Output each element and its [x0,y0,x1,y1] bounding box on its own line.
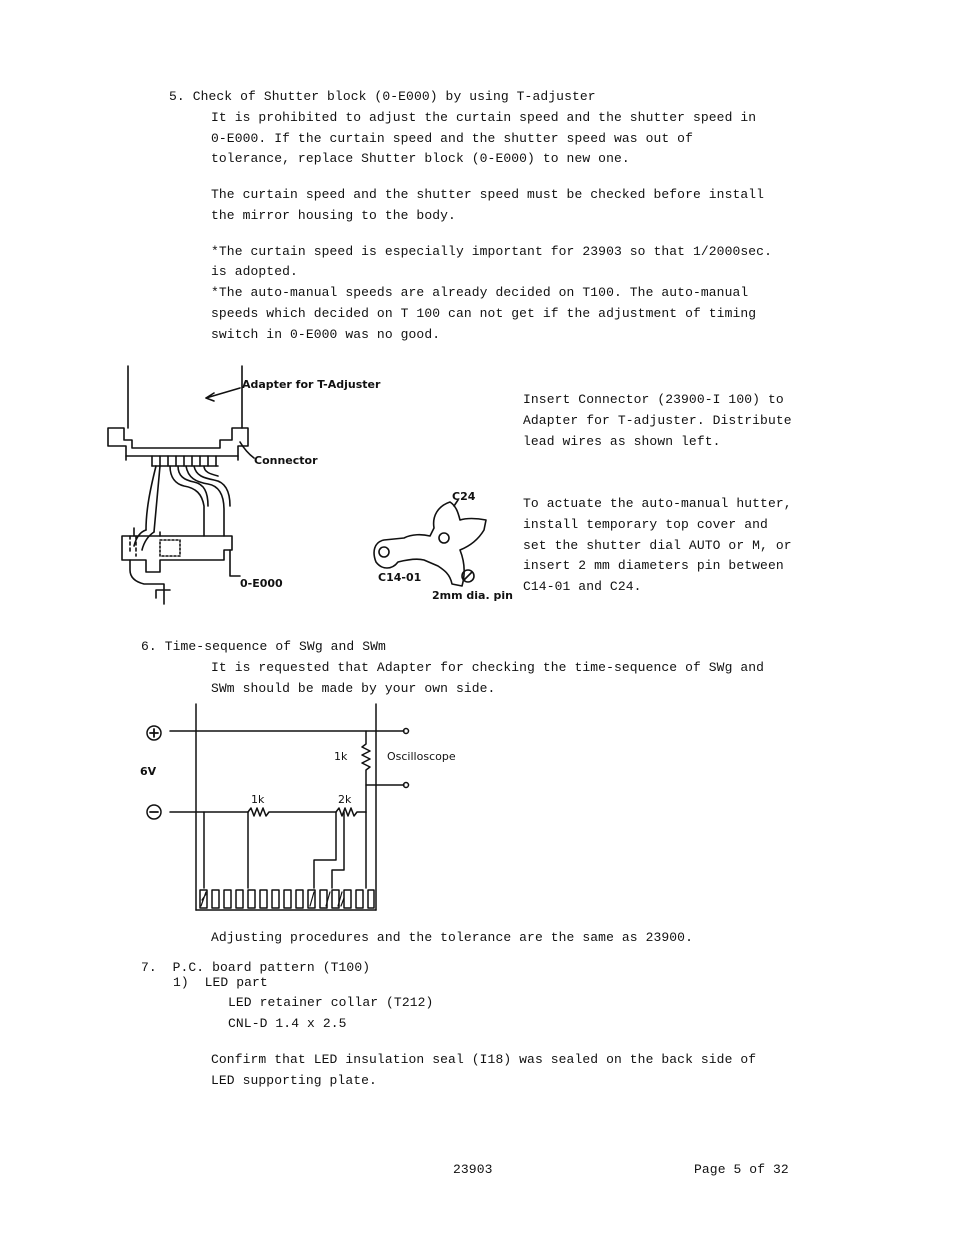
section5-para2-line2: the mirror housing to the body. [211,208,456,223]
section7-item2: CNL-D 1.4 x 2.5 [228,1016,347,1031]
note1-line2: Adapter for T-adjuster. Distribute [523,413,792,428]
note2-line5: C14-01 and C24. [523,579,642,594]
adapter-connector-figure [100,360,260,620]
note1-line3: lead wires as shown left. [523,434,721,449]
section5-para3-line1: *The curtain speed is especially important for 23903 so that 1/2000sec. [211,244,772,259]
c24-label: C24 [452,490,476,503]
section5-para1-line3: tolerance, replace Shutter block (0-E000) to new one. [211,151,630,166]
section5-para3-line4: speeds which decided on T 100 can not get if the adjustment of timing [211,306,757,321]
note2-line3: set the shutter dial AUTO or M, or [523,538,792,553]
section7-item1: LED retainer collar (T212) [228,995,434,1010]
note2-line2: install temporary top cover and [523,517,768,532]
section5-para3-line5: switch in 0-E000 was no good. [211,327,441,342]
section5-para3-line3: *The auto-manual speeds are already decided on T100. The auto-manual [211,285,749,300]
adapter-label: Adapter for T-Adjuster [242,378,381,391]
footer-page-number: Page 5 of 32 [694,1162,789,1177]
resistor1-label: 1k [334,750,348,763]
note2-line4: insert 2 mm diameters pin between [523,558,784,573]
section7-heading: 7. P.C. board pattern (T100) [141,960,371,975]
note2-line1: To actuate the auto-manual hutter, [523,496,792,511]
section5-para2-line1: The curtain speed and the shutter speed must be checked before install [211,187,765,202]
section7-para-line1: Confirm that LED insulation seal (I18) was sealed on the back side of [211,1052,757,1067]
voltage-label: 6V [140,765,157,778]
resistor3-label: 2k [338,793,352,806]
section6-para-line2: SWm should be made by your own side. [211,681,496,696]
connector-label: Connector [254,454,318,467]
note1-line1: Insert Connector (23900-I 100) to [523,392,784,407]
section6-heading: 6. Time-sequence of SWg and SWm [141,639,386,654]
pin-label: 2mm dia. pin [432,589,513,602]
section5-heading: 5. Check of Shutter block (0-E000) by using T-adjuster [169,89,596,104]
oscilloscope-label: Oscilloscope [387,750,456,763]
section5-para3-line2: is adopted. [211,264,298,279]
section6-after: Adjusting procedures and the tolerance are the same as 23900. [211,930,693,945]
c1401-label: C14-01 [378,571,422,584]
footer-doc-number: 23903 [453,1162,493,1177]
block-label: 0-E000 [240,577,283,590]
section6-para-line1: It is requested that Adapter for checking the time-sequence of SWg and [211,660,765,675]
resistor2-label: 1k [251,793,265,806]
section7-sub: 1) LED part [173,975,268,990]
section7-para-line2: LED supporting plate. [211,1073,377,1088]
circuit-diagram [140,700,420,915]
section5-para1-line1: It is prohibited to adjust the curtain speed and the shutter speed in [211,110,757,125]
section5-para1-line2: 0-E000. If the curtain speed and the shutter speed was out of [211,131,693,146]
